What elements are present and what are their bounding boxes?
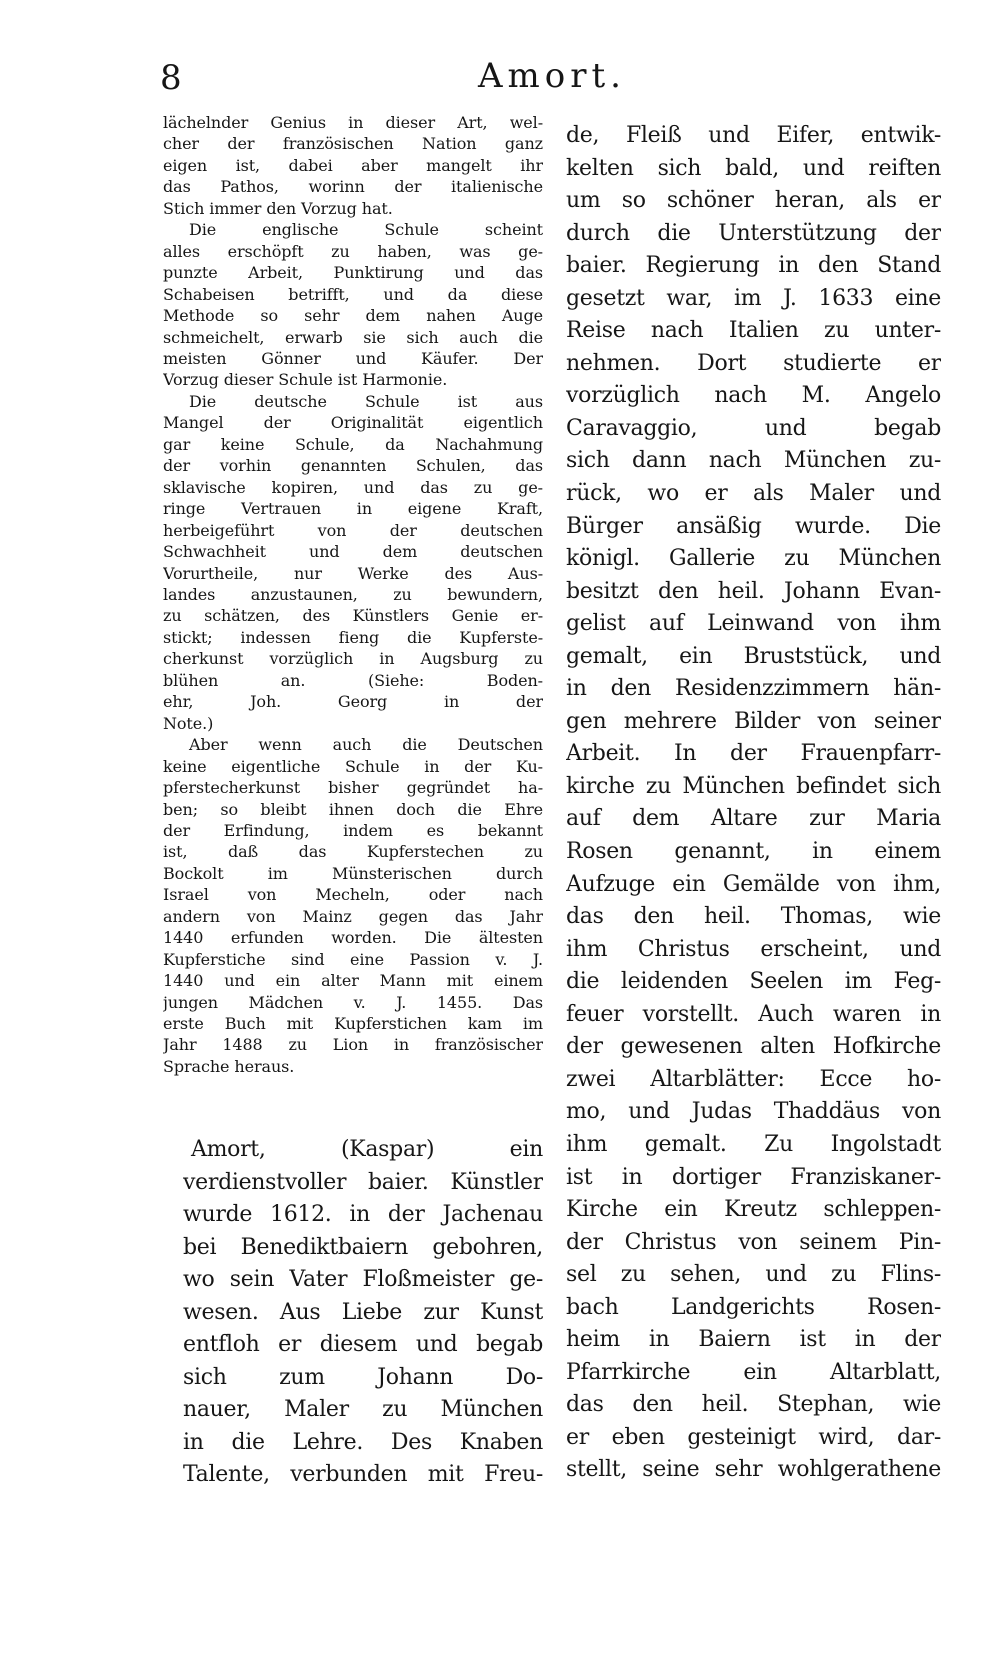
right-column-text-line: auf dem Altare zur Maria <box>566 806 941 832</box>
right-column-text-line: in den Residenzzimmern hän- <box>566 676 941 702</box>
small-print-line: gar keine Schule, da Nachahmung <box>163 434 543 454</box>
entry-text-line: sich zum Johann Do- <box>183 1364 543 1390</box>
small-print-line: Kupferstiche sind eine Passion v. J. <box>163 949 543 969</box>
small-print-line: ehr, Joh. Georg in der <box>163 692 543 712</box>
right-column-text-line: rück, wo er als Maler und <box>566 481 941 507</box>
right-column-text-line: gesetzt war, im J. 1633 eine <box>566 285 941 311</box>
right-column-text-line: vorzüglich nach M. Angelo <box>566 383 941 409</box>
entry-text-line: wo sein Vater Floßmeister ge- <box>183 1267 543 1292</box>
left-column-small-print <box>163 112 543 1077</box>
right-column-text-line: zwei Altarblätter: Ecce ho- <box>566 1066 941 1092</box>
right-column-text-line: die leidenden Seelen im Feg- <box>566 969 941 995</box>
right-column-text-line: mo, und Judas Thaddäus von <box>566 1099 941 1125</box>
small-print-line: zu schätzen, des Künstlers Genie er- <box>163 606 543 626</box>
small-print-line: Jahr 1488 zu Lion in französischer <box>163 1035 543 1055</box>
right-column-text-line: königl. Gallerie zu München <box>566 546 941 572</box>
right-column-text-line: gelist auf Leinwand von ihm <box>566 611 941 637</box>
right-column-text-line: durch die Unterstützung der <box>566 220 941 246</box>
entry-text-line: bei Benediktbaiern gebohren, <box>183 1234 543 1260</box>
entry-text-line: verdienstvoller baier. Künstler <box>183 1169 543 1195</box>
small-print-line: Bockolt im Münsterischen durch <box>163 863 543 883</box>
small-print-line: schmeichelt, erwarb sie sich auch die <box>163 327 543 347</box>
entry-text-line: Talente, verbunden mit Freu- <box>183 1462 543 1487</box>
small-print-line: das Pathos, worinn der italienische <box>163 177 543 197</box>
right-column-text-line: Caravaggio, und begab <box>566 415 941 441</box>
small-print-line: punzte Arbeit, Punktirung und das <box>163 263 543 283</box>
right-column-text-line: besitzt den heil. Johann Evan- <box>566 578 941 604</box>
entry-text-line: wurde 1612. in der Jachenau <box>183 1202 543 1227</box>
right-column-text-line: stellt, seine sehr wohlgerathene <box>566 1457 941 1483</box>
small-print-line: der Erfindung, indem es bekannt <box>163 820 543 840</box>
small-print-line: lächelnder Genius in dieser Art, wel- <box>163 113 543 132</box>
small-print-line: Israel von Mecheln, oder nach <box>163 885 543 905</box>
small-print-line: Die englische Schule scheint <box>189 220 543 240</box>
right-column-text-line: sich dann nach München zu- <box>566 448 941 474</box>
small-print-line: Note.) <box>163 713 214 733</box>
right-column-text-line: bach Landgerichts Rosen- <box>566 1294 941 1320</box>
small-print-line: Schwachheit und dem deutschen <box>163 542 543 562</box>
right-column-text-line: der gewesenen alten Hofkirche <box>566 1034 941 1060</box>
right-column-text-line: Bürger ansäßig wurde. Die <box>566 513 941 539</box>
right-column-text-line: ihm Christus erscheint, und <box>566 936 941 962</box>
running-head: Amort. <box>478 56 626 96</box>
small-print-line: Schabeisen betrifft, und da diese <box>163 284 543 304</box>
right-column-text-line: Pfarrkirche ein Altarblatt, <box>566 1359 941 1385</box>
left-column-entry-amort <box>183 1134 543 1492</box>
right-column-text-line: Arbeit. In der Frauenpfarr- <box>566 741 941 767</box>
small-print-line: alles erschöpft zu haben, was ge- <box>163 241 543 261</box>
entry-text-line: in die Lehre. Des Knaben <box>183 1429 543 1455</box>
right-column-text-line: baier. Regierung in den Stand <box>566 253 941 279</box>
small-print-line: Aber wenn auch die Deutschen <box>189 735 543 755</box>
right-column-text-line: nehmen. Dort studierte er <box>566 350 941 376</box>
small-print-line: landes anzustaunen, zu bewundern, <box>163 584 543 604</box>
small-print-line: Stich immer den Vorzug hat. <box>163 198 393 218</box>
small-print-line: pferstecherkunst bisher gegründet ha- <box>163 778 543 798</box>
right-column-text-line: ist in dortiger Franziskaner- <box>566 1164 941 1190</box>
small-print-line: blühen an. (Siehe: Boden- <box>163 670 543 690</box>
right-column-text-line: das den heil. Stephan, wie <box>566 1392 941 1418</box>
small-print-line: Vorzug dieser Schule ist Harmonie. <box>163 370 448 390</box>
small-print-line: erste Buch mit Kupferstichen kam im <box>163 1014 543 1034</box>
page-number: 8 <box>160 58 182 98</box>
right-column-text-line: de, Fleiß und Eifer, entwik- <box>566 123 941 148</box>
small-print-line: stickt; indessen fieng die Kupferste- <box>163 627 543 647</box>
right-column-text-line: Rosen genannt, in einem <box>566 839 941 865</box>
small-print-line: cherkunst vorzüglich in Augsburg zu <box>163 649 543 669</box>
right-column-text-line: gen mehrere Bilder von seiner <box>566 708 941 734</box>
small-print-line: Methode so sehr dem nahen Auge <box>163 306 543 326</box>
right-column-text-line: Kirche ein Kreutz schleppen- <box>566 1197 941 1223</box>
entry-text-line: Amort, (Kaspar) ein <box>191 1137 543 1162</box>
small-print-line: Die deutsche Schule ist aus <box>189 391 543 411</box>
right-column-text-line: gemalt, ein Bruststück, und <box>566 643 941 669</box>
small-print-line: Vorurtheile, nur Werke des Aus- <box>163 563 543 583</box>
small-print-line: der vorhin genannten Schulen, das <box>163 456 543 476</box>
right-column-text-line: das den heil. Thomas, wie <box>566 904 941 930</box>
entry-text-line: nauer, Maler zu München <box>183 1397 543 1422</box>
right-column-text-line: er eben gesteinigt wird, dar- <box>566 1424 941 1450</box>
right-column-text-line: kelten sich bald, und reiften <box>566 155 941 181</box>
right-column-text-line: feuer vorstellt. Auch waren in <box>566 1001 941 1027</box>
right-column-text-line: um so schöner heran, als er <box>566 188 941 214</box>
small-print-line: ringe Vertrauen in eigene Kraft, <box>163 499 543 519</box>
right-column-text-line: der Christus von seinem Pin- <box>566 1229 941 1255</box>
small-print-line: ben; so bleibt ihnen doch die Ehre <box>163 799 543 819</box>
right-column-text-line: Aufzuge ein Gemälde von ihm, <box>566 871 941 897</box>
small-print-line: 1440 erfunden worden. Die ältesten <box>163 928 543 948</box>
right-column-text-line: kirche zu München befindet sich <box>566 773 941 799</box>
right-column-text-line: Reise nach Italien zu unter- <box>566 318 941 344</box>
small-print-line: andern von Mainz gegen das Jahr <box>163 906 543 926</box>
small-print-line: herbeigeführt von der deutschen <box>163 520 543 540</box>
entry-text-line: wesen. Aus Liebe zur Kunst <box>183 1299 543 1325</box>
small-print-line: meisten Gönner und Käufer. Der <box>163 348 543 368</box>
small-print-line: ist, daß das Kupferstechen zu <box>163 842 543 862</box>
small-print-line: jungen Mädchen v. J. 1455. Das <box>163 992 543 1012</box>
small-print-line: cher der französischen Nation ganz <box>163 134 543 154</box>
small-print-line: Sprache heraus. <box>163 1056 295 1076</box>
entry-text-line: entfloh er diesem und begab <box>183 1332 543 1357</box>
small-print-line: keine eigentliche Schule in der Ku- <box>163 756 543 776</box>
small-print-line: Mangel der Originalität eigentlich <box>163 413 543 433</box>
small-print-line: 1440 und ein alter Mann mit einem <box>163 971 543 991</box>
right-column-text-line: sel zu sehen, und zu Flins- <box>566 1262 941 1288</box>
right-column-text-line: heim in Baiern ist in der <box>566 1327 941 1353</box>
small-print-line: eigen ist, dabei aber mangelt ihr <box>163 155 543 175</box>
right-column <box>566 120 941 1487</box>
right-column-text-line: ihm gemalt. Zu Ingolstadt <box>566 1131 941 1157</box>
small-print-line: sklavische kopiren, und das zu ge- <box>163 477 543 497</box>
